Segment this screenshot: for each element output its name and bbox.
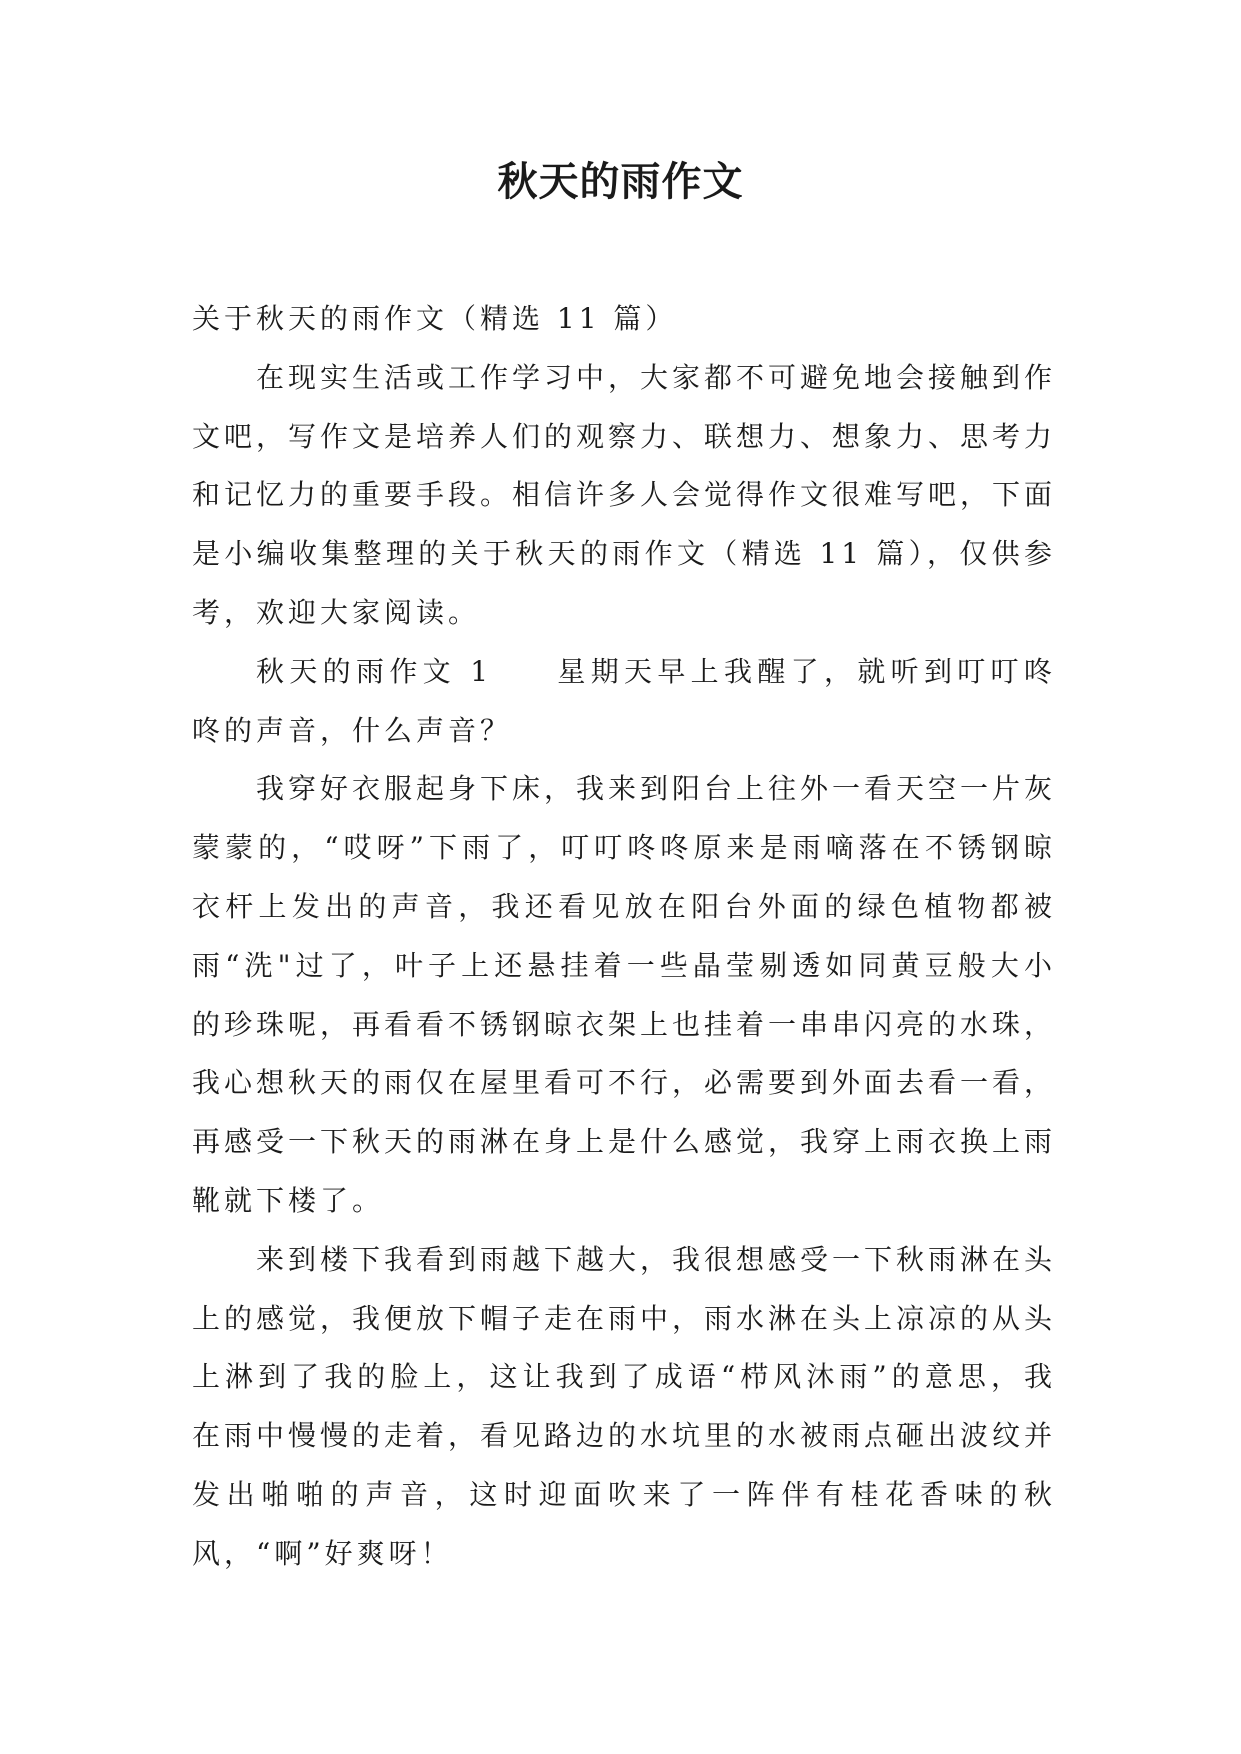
document-subtitle: 关于秋天的雨作文（精选 11 篇） (192, 302, 678, 335)
document-title: 秋天的雨作文 (497, 159, 744, 205)
essay-1-heading: 秋天的雨作文 1 (256, 654, 493, 688)
intro-paragraph: 在现实生活或工作学习中，大家都不可避免地会接触到作文吧，写作文是培养人们的观察力、联想力、想象力、思考力和记忆力的重要手段。相信许多人会觉得作文很难写吧，下面是小编收集整理的关于秋天的雨作文（精选 11 篇），仅供参考，欢迎大家阅读。 (192, 360, 1057, 629)
essay-1-paragraph: 我穿好衣服起身下床，我来到阳台上往外一看天空一片灰蒙蒙的，“哎呀”下雨了，叮叮咚咚原来是雨嘀落在不锈钢晾衣杆上发出的声音，我还看见放在阳台外面的绿色植物都被雨“洗"过了，叶子上还悬挂着一些晶莹剔透如同黄豆般大小的珍珠呢，再看看不锈钢晾衣架上也挂着一串串闪亮的水珠，我心想秋天的雨仅在屋里看可不行，必需要到外面去看一看，再感受一下秋天的雨淋在身上是什么感觉，我穿上雨衣换上雨靴就下楼了。 (192, 772, 1057, 1217)
document-body (192, 290, 1056, 1584)
essay-1-paragraph: 来到楼下我看到雨越下越大，我很想感受一下秋雨淋在头上的感觉，我便放下帽子走在雨中，雨水淋在头上凉凉的从头上淋到了我的脸上，这让我到了成语“栉风沐雨”的意思，我在雨中慢慢的走着，看见路边的水坑里的水被雨点砸出波纹并发出啪啪的声音，这时迎面吹来了一阵伴有桂花香味的秋风，“啊”好爽呀！ (192, 1242, 1057, 1570)
essay-1-opening-text: 星期天早上我醒了，就听到叮叮咚咚的声音，什么声音？ (192, 654, 1056, 747)
essay-1-opening-paragraph (192, 643, 1056, 761)
